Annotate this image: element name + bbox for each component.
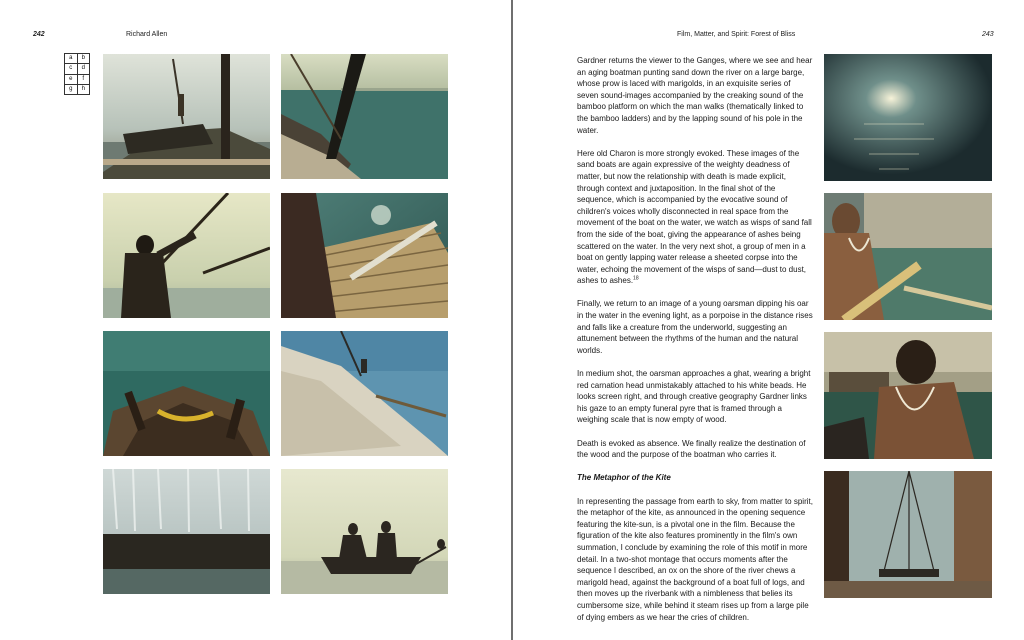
film-still-a-barge-mast <box>103 54 270 179</box>
left-running-head: Richard Allen <box>126 31 168 38</box>
film-still-b-river-pole <box>281 54 448 179</box>
film-still-weighing-scale <box>824 471 992 598</box>
running-head-prefix: Film, Matter, and Spirit: <box>677 31 751 38</box>
frame-key-cell: h <box>77 84 90 94</box>
paragraph-ganges-boatman: Gardner returns the viewer to the Ganges, where we see and hear an aging boatman punting sand down the river on a large barge, whose prow is laced with marigolds, in an exquisite series of seven sound-images accompanied by the creaking sound of the bamboo platform on which the man walks (thematically linked to the bamboo ladders) and by the lapping sound of his pole in the water. <box>577 56 813 135</box>
paragraph-medium-shot: In medium shot, the oarsman approaches a ghat, wearing a bright red carnation head unmistakably attached to his white beads. He looks screen right, and through creative geography Gardner links his gaze to an empty funeral pyre that is framed through a weighing scale that is now empty of wood. <box>577 369 811 425</box>
left-page <box>0 0 511 640</box>
paragraph-death-absence: Death is evoked as absence. We finally realize the destination of the wood and the purpose of the boatman who carries it. <box>577 438 806 460</box>
frame-key-cell: g <box>65 84 78 94</box>
film-still-d-bamboo-raft <box>281 193 448 318</box>
film-still-g-sand-falling <box>103 469 270 594</box>
running-head-film-title: Forest of Bliss <box>750 31 796 38</box>
frame-key-cell: f <box>77 74 90 84</box>
right-page <box>513 0 1024 640</box>
film-still-f-sand-boat <box>281 331 448 456</box>
film-still-oarsman-ghat <box>824 332 992 459</box>
film-still-h-men-in-boat <box>281 469 448 594</box>
film-still-e-prow-marigolds <box>103 331 270 456</box>
frame-key-cell: c <box>65 64 78 74</box>
paragraph-charon-text: Here old Charon is more strongly evoked. These images of the sand boats are again expressive of the weighty deadness of matter, but now the relationship with death is made explicit, through context and juxtaposition. In the final shot of the sequence, which is accompanied by the evocative sound of children's voices wholly disconnected in real space from the movement of the boat on the water, we watch as wisps of sand fall from the side of the boat, giving the appearance of ashes being scattered on the water. In the very next shot, a group of men in a boat on gently lapping water release a sheeted corpse into the water, echoing the movement of the wisps of sand—dust to dust, ashes to ashes. <box>577 148 812 286</box>
body-text-column <box>577 55 813 635</box>
frame-key-cell: e <box>65 74 78 84</box>
film-still-c-boatman-silhouette <box>103 193 270 318</box>
frame-key-grid <box>64 53 90 95</box>
paragraph-charon <box>577 148 813 287</box>
frame-key-cell: a <box>65 54 78 64</box>
film-still-sunlit-water <box>824 54 992 181</box>
section-heading-kite: The Metaphor of the Kite <box>577 473 671 483</box>
paragraph-kite-metaphor: In representing the passage from earth to sky, from matter to spirit, the metaphor of the kite, as announced in the opening sequence featuring the kite-sun, is a pivotal one in the film. Because the figuration of the kite also features prominently in the film's own summation, I conclude by examining the role of this motif in more detail. In a two-shot montage that occurs moments after the sequence I described, an ox on the shore of the river chews a marigold head, against the background of a boat full of logs, and then moves up the riverbank with a nimbleness that belies its cumbersome size, while behind it steam rises up from a large pile of dying embers as we hear the cries of children. <box>577 496 813 622</box>
paragraph-young-oarsman: Finally, we return to an image of a young oarsman dipping his oar in the water in the evening light, as a porpoise in the distance rises and falls like a creature from the underworld, suggesting an attunement between the rhythms of the human and the natural worlds. <box>577 299 813 355</box>
right-page-number: 243 <box>982 31 994 38</box>
frame-key-cell: d <box>77 64 90 74</box>
film-still-young-oarsman <box>824 193 992 320</box>
left-page-number: 242 <box>33 31 45 38</box>
footnote-marker: 18 <box>633 275 639 282</box>
frame-key-cell: b <box>77 54 90 64</box>
right-running-head <box>677 31 795 38</box>
